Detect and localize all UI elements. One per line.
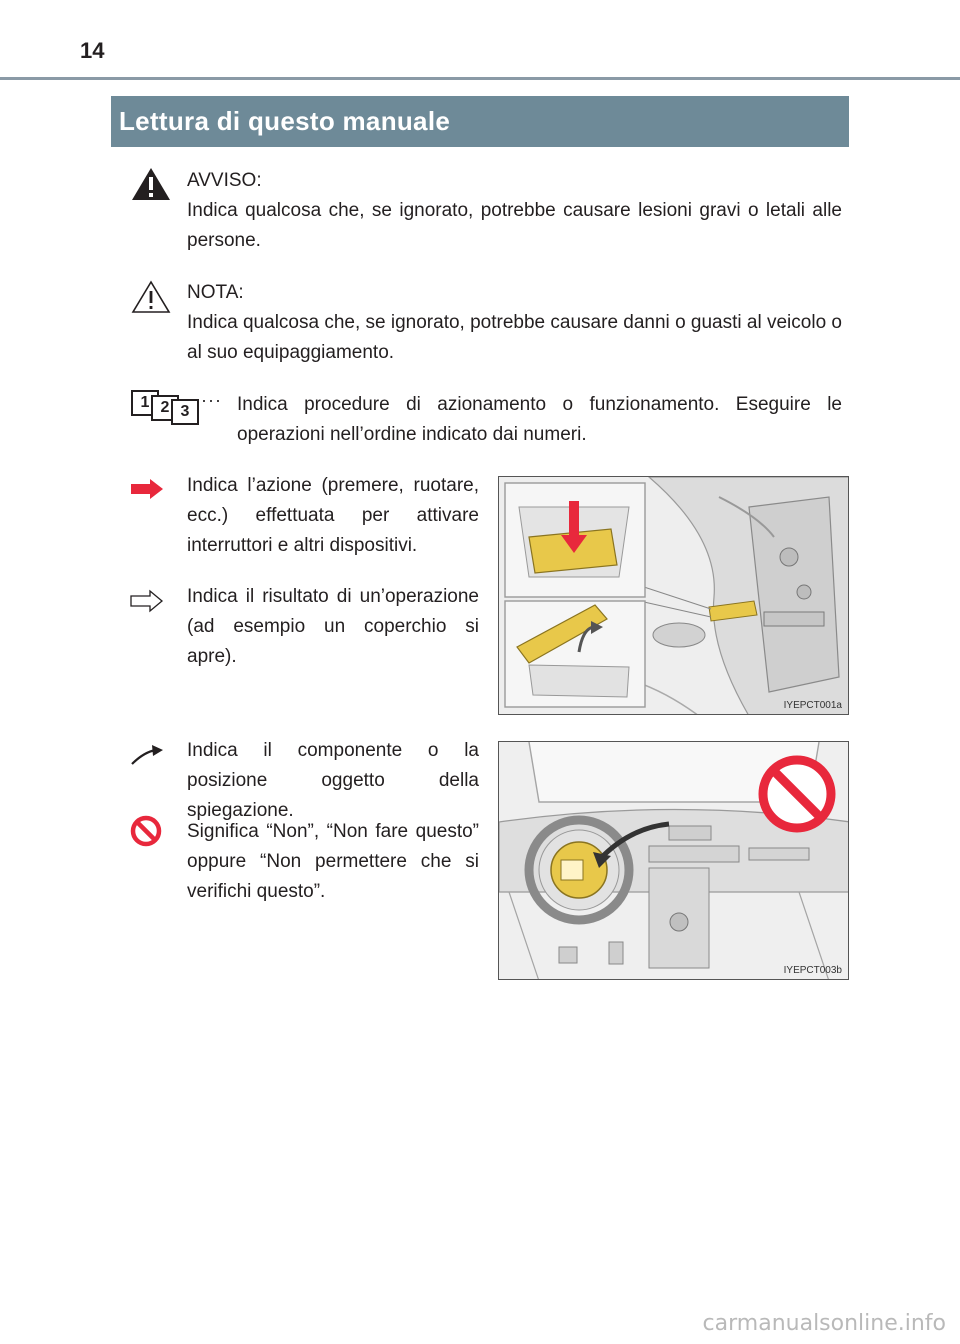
page-number: 14 (80, 38, 105, 63)
figure-code: IYEPCT001a (783, 700, 842, 711)
step-badge-2: 2 (151, 395, 179, 421)
notice-entry (187, 278, 842, 368)
warning-label: AVVISO: (187, 170, 262, 191)
top-divider (0, 77, 960, 80)
figure-console-lid (498, 476, 849, 715)
step-badge-1: 1 (131, 390, 159, 416)
step-dots: ··· (201, 390, 222, 410)
notice-label: NOTA: (187, 282, 244, 303)
warning-entry (187, 166, 842, 256)
notice-text: Indica qualcosa che, se ignorato, potrebbe causare danni o guasti al veicolo o al suo equipaggiamento. (187, 312, 842, 363)
dashboard-illustration (499, 742, 849, 980)
warning-triangle-outline-icon (130, 279, 172, 315)
prohibition-icon (130, 815, 162, 847)
action-arrow-text: Indica l’azione (premere, ruotare, ecc.) effettuata per attivare interruttori e altri dispositivi. (187, 475, 479, 556)
step-badges (131, 390, 226, 424)
console-illustration (499, 477, 849, 715)
steps-text: Indica procedure di azionamento o funzionamento. Eseguire le operazioni nell’ordine indicato dai numeri. (237, 394, 842, 445)
figure-dashboard (498, 741, 849, 980)
figure-code: IYEPCT003b (783, 965, 842, 976)
section-header: Lettura di questo manuale (111, 96, 849, 147)
result-arrow-text: Indica il risultato di un’operazione (ad esempio un coperchio si apre). (187, 586, 479, 667)
step-badge-3: 3 (171, 399, 199, 425)
action-arrow-icon (130, 478, 164, 500)
pointer-arrow-icon (130, 744, 164, 766)
warning-triangle-filled-icon (130, 166, 172, 202)
result-arrow-icon (130, 589, 164, 613)
watermark: carmanualsonline.info (702, 1311, 946, 1336)
prohibition-text: Significa “Non”, “Non fare questo” oppure “Non permettere che si verifichi questo”. (187, 821, 479, 902)
pointer-arrow-text: Indica il componente o la posizione oggetto della spiegazione. (187, 740, 479, 821)
warning-text: Indica qualcosa che, se ignorato, potrebbe causare lesioni gravi o letali alle persone. (187, 200, 842, 251)
